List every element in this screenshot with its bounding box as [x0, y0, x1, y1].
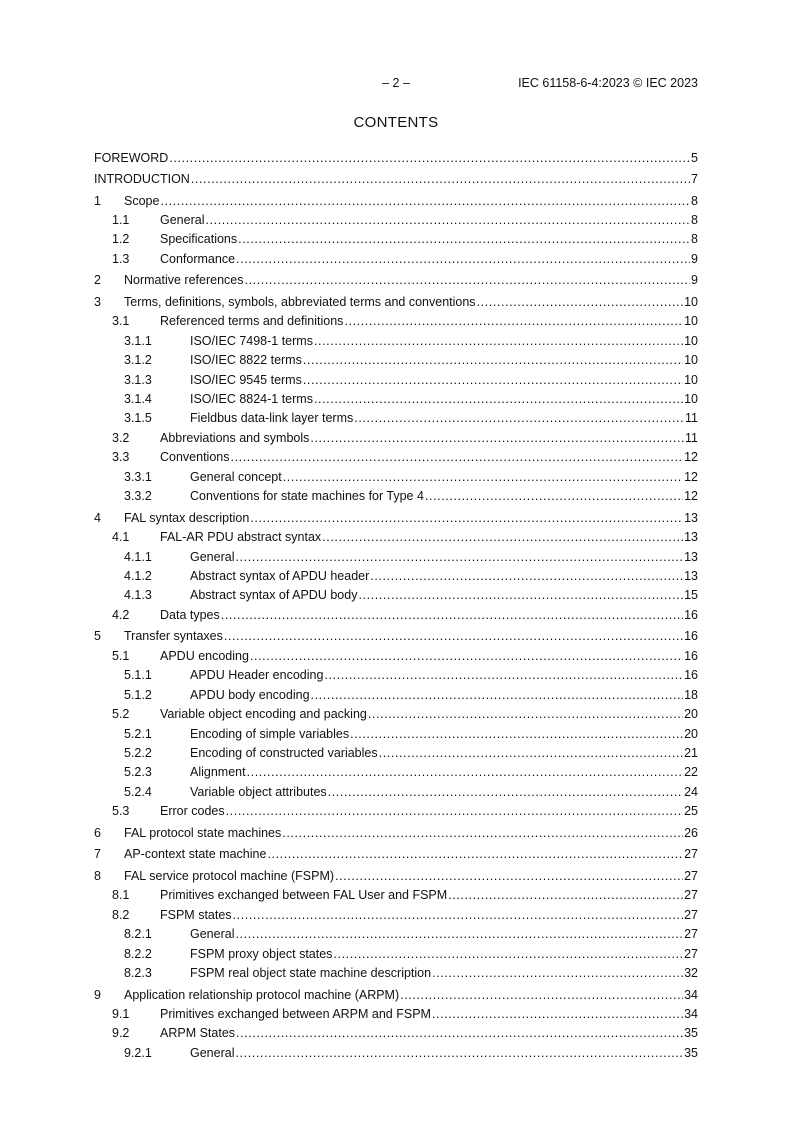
toc-entry-title: FAL service protocol machine (FSPM)	[124, 868, 335, 883]
toc-entry-number: 4.1.1	[124, 549, 152, 564]
toc-entry[interactable]	[94, 408, 698, 427]
toc-entry-page: 9	[691, 251, 698, 266]
toc-dot-leader	[235, 1046, 683, 1061]
toc-entry-page: 12	[684, 469, 698, 484]
toc-entry-title: General	[190, 927, 235, 942]
toc-entry-title: ARPM States	[160, 1026, 236, 1041]
toc-entry[interactable]	[94, 311, 698, 330]
toc-dot-leader	[282, 826, 683, 841]
toc-dot-leader	[250, 649, 683, 664]
toc-entry[interactable]	[94, 645, 698, 664]
toc-entry-page: 8	[691, 212, 698, 227]
toc-entry-title: Application relationship protocol machine (ARPM)	[124, 987, 400, 1002]
toc-dot-leader	[328, 785, 683, 800]
toc-entry-number: 5.2	[112, 707, 130, 722]
toc-entry-title: Conventions	[160, 450, 230, 465]
toc-entry-number: 1.3	[112, 251, 130, 266]
toc-entry-title: FAL-AR PDU abstract syntax	[160, 530, 322, 545]
toc-entry-page: 9	[691, 273, 698, 288]
toc-entry-page: 16	[684, 607, 698, 622]
toc-entry-number: 8.2.2	[124, 946, 152, 961]
toc-dot-leader	[448, 888, 683, 903]
toc-entry[interactable]	[94, 447, 698, 466]
toc-entry-number: 5.1.1	[124, 668, 152, 683]
toc-dot-leader	[267, 847, 683, 862]
toc-dot-leader	[303, 373, 683, 388]
toc-entry-number: 3.2	[112, 430, 130, 445]
toc-entry[interactable]	[94, 585, 698, 604]
toc-entry[interactable]	[94, 350, 698, 369]
toc-dot-leader	[432, 966, 683, 981]
toc-entry[interactable]	[94, 604, 698, 623]
toc-dot-leader	[314, 334, 683, 349]
toc-dot-leader	[350, 727, 683, 742]
toc-entry[interactable]	[94, 820, 698, 842]
toc-entry-number: 3.1.5	[124, 411, 152, 426]
toc-entry[interactable]	[94, 863, 698, 885]
toc-entry-number: 5.1.2	[124, 687, 152, 702]
toc-dot-leader	[358, 588, 683, 603]
toc-entry-number: 5	[94, 629, 101, 644]
toc-dot-leader	[238, 232, 690, 247]
toc-entry-page: 8	[691, 232, 698, 247]
toc-entry-number: 5.3	[112, 804, 130, 819]
toc-dot-leader	[311, 688, 684, 703]
toc-entry-number: 8.2.1	[124, 927, 152, 942]
toc-dot-leader	[314, 392, 683, 407]
toc-entry-page: 13	[684, 510, 698, 525]
toc-dot-leader	[160, 194, 690, 209]
toc-dot-leader	[245, 273, 691, 288]
toc-entry[interactable]	[94, 145, 698, 167]
toc-entry-page: 35	[684, 1045, 698, 1060]
toc-entry-page: 27	[684, 847, 698, 862]
toc-entry[interactable]	[94, 1004, 698, 1023]
toc-entry-page: 5	[691, 150, 698, 165]
toc-entry-page: 27	[684, 907, 698, 922]
toc-entry-title: Primitives exchanged between FAL User and FSPM	[160, 888, 448, 903]
toc-entry-number: 1.1	[112, 212, 130, 227]
toc-entry-page: 27	[684, 927, 698, 942]
toc-entry-title: FOREWORD	[94, 150, 169, 165]
toc-dot-leader	[400, 988, 683, 1003]
toc-entry-title: INTRODUCTION	[94, 172, 190, 186]
toc-entry[interactable]	[94, 1023, 698, 1042]
toc-entry-number: 9.2.1	[124, 1045, 152, 1060]
toc-entry-page: 26	[684, 825, 698, 840]
toc-entry-title: Variable object encoding and packing	[160, 707, 367, 722]
toc-entry[interactable]	[94, 248, 698, 267]
toc-entry-page: 25	[684, 804, 698, 819]
toc-entry-number: 4.1.2	[124, 569, 152, 583]
contents-title: CONTENTS	[353, 114, 439, 131]
toc-entry[interactable]	[94, 885, 698, 904]
toc-entry-title: General	[160, 212, 205, 227]
toc-entry-title: General	[190, 1045, 235, 1060]
toc-entry-number: 5.1	[112, 648, 130, 663]
toc-entry-title: General concept	[190, 469, 282, 484]
toc-dot-leader	[250, 511, 683, 526]
toc-dot-leader	[344, 314, 683, 329]
toc-entry-title: Abstract syntax of APDU body	[190, 588, 358, 603]
toc-entry-title: Referenced terms and definitions	[160, 314, 344, 329]
toc-entry-page: 13	[684, 530, 698, 545]
toc-dot-leader	[368, 707, 683, 722]
toc-entry-number: 8.2.3	[124, 966, 152, 980]
toc-dot-leader	[247, 765, 684, 780]
toc-entry-title: Encoding of simple variables	[190, 726, 350, 741]
toc-dot-leader	[303, 353, 683, 368]
toc-entry-number: 3.1	[112, 314, 130, 329]
toc-entry-page: 35	[684, 1026, 698, 1041]
toc-entry-number: 4.1	[112, 530, 130, 545]
toc-entry-number: 3.3	[112, 450, 130, 465]
toc-entry[interactable]	[94, 289, 698, 311]
toc-entry-title: Conformance	[160, 251, 236, 266]
toc-entry-page: 13	[684, 549, 698, 564]
toc-entry-title: Fieldbus data-link layer terms	[190, 411, 354, 426]
toc-entry-number: 3.1.1	[124, 333, 152, 348]
toc-entry[interactable]	[94, 1042, 698, 1061]
toc-entry[interactable]	[94, 369, 698, 388]
toc-entry[interactable]	[94, 389, 698, 408]
toc-dot-leader	[235, 927, 683, 942]
toc-dot-leader	[221, 608, 683, 623]
toc-entry-page: 27	[684, 888, 698, 903]
toc-entry-page: 10	[684, 353, 698, 368]
toc-entry[interactable]	[94, 566, 698, 585]
toc-entry-number: 2	[94, 273, 101, 288]
toc-entry-number: 3	[94, 294, 101, 309]
toc-dot-leader	[477, 295, 684, 310]
toc-entry[interactable]	[94, 229, 698, 248]
toc-entry-title: Data types	[160, 607, 220, 622]
toc-dot-leader	[370, 569, 683, 584]
toc-entry-title: Error codes	[160, 804, 225, 819]
toc-dot-leader	[236, 252, 690, 267]
toc-entry[interactable]	[94, 781, 698, 800]
toc-dot-leader	[233, 908, 684, 923]
toc-dot-leader	[191, 172, 690, 187]
toc-entry-title: AP-context state machine	[124, 847, 267, 862]
toc-dot-leader	[224, 629, 683, 644]
toc-entry[interactable]	[94, 210, 698, 229]
toc-dot-leader	[236, 1026, 683, 1041]
toc-entry-title: ISO/IEC 7498-1 terms	[190, 333, 313, 348]
toc-entry-number: 1	[94, 193, 101, 208]
toc-entry-number: 5.2.3	[124, 765, 152, 780]
toc-entry-page: 12	[684, 489, 698, 504]
toc-entry-number: 3.1.2	[124, 353, 152, 368]
toc-dot-leader	[333, 947, 683, 962]
toc-entry-number: 3.1.3	[124, 372, 152, 387]
toc-entry[interactable]	[94, 762, 698, 781]
toc-entry-page: 15	[684, 588, 698, 603]
page-number: – 2 –	[382, 76, 410, 90]
toc-entry-title: Variable object attributes	[190, 784, 327, 799]
toc-entry-title: ISO/IEC 8822 terms	[190, 353, 302, 368]
toc-entry-page: 34	[684, 987, 698, 1002]
toc-entry[interactable]	[94, 704, 698, 723]
toc-entry[interactable]	[94, 982, 698, 1004]
document-reference: IEC 61158-6-4:2023 © IEC 2023	[518, 76, 698, 90]
toc-entry-title: Abstract syntax of APDU header	[190, 569, 370, 583]
toc-entry-title: Encoding of constructed variables	[190, 746, 378, 760]
toc-entry-number: 6	[94, 825, 101, 840]
toc-entry-number: 4.2	[112, 607, 130, 622]
page-header	[94, 76, 698, 92]
toc-entry-number: 7	[94, 847, 101, 862]
toc-entry-number: 5.2.2	[124, 746, 152, 760]
toc-entry-page: 12	[684, 450, 698, 465]
toc-dot-leader	[169, 151, 690, 166]
toc-entry-title: Terms, definitions, symbols, abbreviated terms and conventions	[124, 294, 476, 309]
toc-entry-title: APDU body encoding	[190, 687, 310, 702]
toc-entry[interactable]	[94, 427, 698, 446]
toc-entry[interactable]	[94, 924, 698, 943]
toc-entry-title: APDU Header encoding	[190, 668, 324, 683]
toc-entry-title: ISO/IEC 9545 terms	[190, 372, 302, 387]
toc-entry-page: 10	[684, 333, 698, 348]
toc-dot-leader	[322, 530, 683, 545]
toc-entry-number: 5.2.4	[124, 784, 152, 799]
toc-entry-page: 27	[684, 946, 698, 961]
toc-dot-leader	[231, 450, 684, 465]
toc-entry-title: APDU encoding	[160, 648, 249, 663]
toc-entry-page: 8	[691, 193, 698, 208]
table-of-contents	[94, 145, 698, 1062]
toc-dot-leader	[235, 550, 683, 565]
toc-entry-title: Abbreviations and symbols	[160, 430, 310, 445]
toc-entry-title: FSPM proxy object states	[190, 946, 333, 961]
toc-dot-leader	[379, 746, 683, 761]
toc-entry[interactable]	[94, 546, 698, 565]
toc-entry[interactable]	[94, 466, 698, 485]
toc-dot-leader	[354, 411, 684, 426]
toc-entry-page: 11	[685, 411, 698, 426]
toc-entry-number: 3.1.4	[124, 392, 152, 406]
toc-entry-number: 9.2	[112, 1026, 130, 1041]
toc-entry-number: 4.1.3	[124, 588, 152, 603]
toc-entry[interactable]	[94, 268, 698, 290]
toc-entry-number: 3.3.1	[124, 469, 152, 484]
toc-entry-number: 3.3.2	[124, 489, 152, 504]
toc-dot-leader	[283, 470, 683, 485]
toc-entry-page: 24	[684, 784, 698, 799]
toc-entry-number: 1.2	[112, 232, 130, 247]
toc-dot-leader	[425, 489, 683, 504]
toc-entry[interactable]	[94, 505, 698, 527]
toc-entry-title: Transfer syntaxes	[124, 629, 223, 644]
toc-entry-page: 20	[684, 726, 698, 741]
toc-entry-number: 4	[94, 510, 101, 525]
toc-entry-page: 20	[684, 707, 698, 722]
toc-entry-title: FSPM real object state machine description	[190, 966, 432, 980]
toc-entry-title: FAL protocol state machines	[124, 825, 282, 840]
toc-entry-title: General	[190, 549, 235, 564]
toc-entry[interactable]	[94, 167, 698, 189]
toc-entry-number: 9	[94, 987, 101, 1002]
toc-entry-title: Specifications	[160, 232, 238, 247]
toc-entry[interactable]	[94, 330, 698, 349]
toc-entry-page: 11	[685, 430, 698, 445]
toc-entry-page: 21	[684, 746, 698, 760]
toc-entry-page: 16	[684, 668, 698, 683]
toc-entry[interactable]	[94, 904, 698, 923]
toc-entry[interactable]	[94, 684, 698, 703]
toc-entry-page: 7	[691, 172, 698, 186]
toc-entry[interactable]	[94, 801, 698, 820]
toc-entry-page: 16	[684, 629, 698, 644]
toc-entry[interactable]	[94, 624, 698, 646]
toc-entry-title: ISO/IEC 8824-1 terms	[190, 392, 313, 406]
toc-dot-leader	[432, 1007, 683, 1022]
toc-entry-number: 8	[94, 868, 101, 883]
toc-entry-page: 10	[684, 372, 698, 387]
toc-entry-title: Primitives exchanged between ARPM and FSPM	[160, 1006, 431, 1021]
toc-entry-page: 10	[684, 314, 698, 329]
toc-dot-leader	[205, 213, 690, 228]
toc-entry-title: Conventions for state machines for Type 4	[190, 489, 424, 504]
toc-entry-title: FSPM states	[160, 907, 232, 922]
toc-dot-leader	[310, 431, 684, 446]
toc-entry-title: FAL syntax description	[124, 510, 250, 525]
toc-entry-page: 18	[684, 687, 698, 702]
toc-entry[interactable]	[94, 842, 698, 864]
toc-entry-page: 13	[684, 569, 698, 583]
toc-dot-leader	[324, 668, 683, 683]
toc-entry-page: 10	[684, 392, 698, 406]
toc-entry-title: Normative references	[124, 273, 244, 288]
toc-entry[interactable]	[94, 486, 698, 505]
toc-entry[interactable]	[94, 743, 698, 762]
toc-entry-page: 16	[684, 648, 698, 663]
toc-entry[interactable]	[94, 943, 698, 962]
toc-entry[interactable]	[94, 188, 698, 210]
toc-entry[interactable]	[94, 723, 698, 742]
toc-entry-page: 10	[684, 294, 698, 309]
toc-entry-title: Alignment	[190, 765, 246, 780]
toc-entry-number: 5.2.1	[124, 726, 152, 741]
toc-entry-page: 34	[684, 1006, 698, 1021]
toc-entry[interactable]	[94, 665, 698, 684]
toc-dot-leader	[335, 869, 683, 884]
toc-entry-page: 27	[684, 868, 698, 883]
toc-entry[interactable]	[94, 963, 698, 982]
toc-dot-leader	[226, 804, 683, 819]
toc-entry-page: 22	[684, 765, 698, 780]
toc-entry[interactable]	[94, 527, 698, 546]
toc-entry-page: 32	[684, 966, 698, 980]
toc-entry-number: 8.2	[112, 907, 130, 922]
toc-entry-number: 9.1	[112, 1006, 130, 1021]
toc-entry-title: Scope	[124, 193, 160, 208]
toc-entry-number: 8.1	[112, 888, 130, 903]
